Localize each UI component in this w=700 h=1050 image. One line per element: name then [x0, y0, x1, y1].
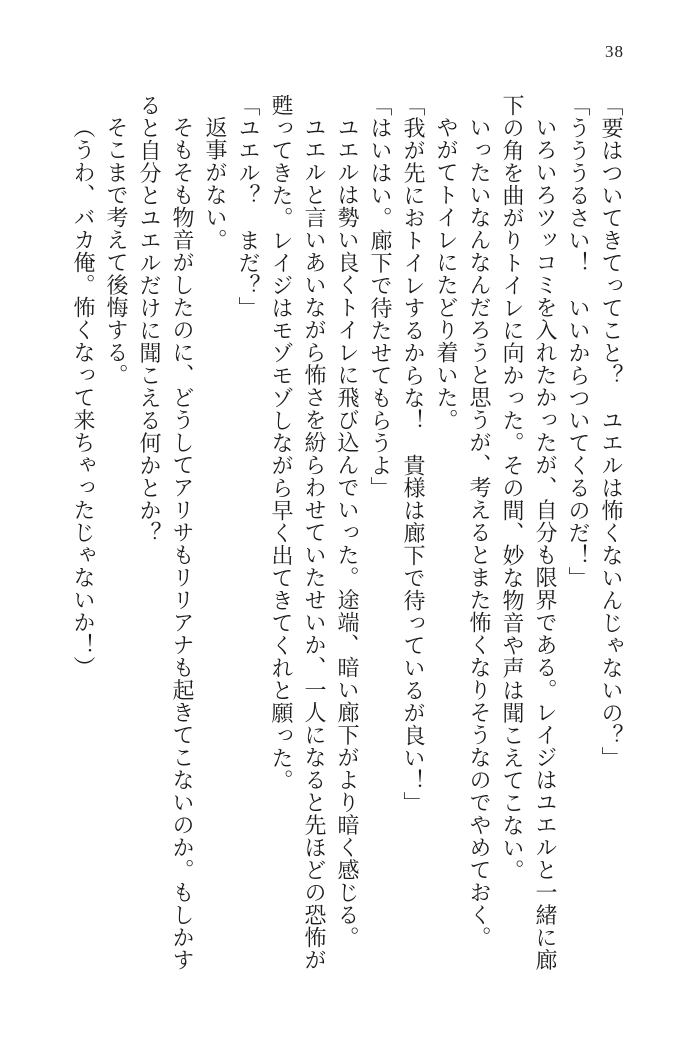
vertical-text-block [67, 94, 628, 974]
paragraph: 「ユエル？ まだ？」 [236, 94, 261, 319]
paragraph: いろいろツッコミを入れたかったが、自分も限界である。レイジはユエルと一緒に廊下の角を曲がりトイレに向かった。その間、妙な物音や声は聞こえてこない。 [500, 94, 558, 971]
paragraph: そこまで考えて後悔する。 [104, 116, 129, 386]
paragraph: 「我が先におトイレするからな！ 貴様は廊下で待っているが良い！」 [401, 94, 426, 814]
paragraph: 返事がない。 [203, 116, 228, 251]
paragraph: 「うううるさい！ いいからついてくるのだ！」 [566, 94, 591, 589]
paragraph: そもそも物音がしたのに、どうしてアリサもリリアナも起きてこないのか。もしかすると自分とユエルだけに聞こえる何かとか？ [137, 94, 195, 971]
paragraph: いったいなんなんだろうと思うが、考えるとまた怖くなりそうなのでやめておく。 [467, 116, 492, 949]
paragraph: ユエルは勢い良くトイレに飛び込んでいった。途端、暗い廊下がより暗く感じる。 [335, 116, 360, 949]
paragraph: やがてトイレにたどり着いた。 [434, 116, 459, 431]
paragraph: （うわ、バカ俺。怖くなって来ちゃったじゃないか！） [71, 116, 96, 679]
paragraph: 「はいはい。廊下で待たせてもらうよ」 [368, 94, 393, 499]
page-number: 38 [605, 42, 624, 61]
paragraph: ユエルと言いあいながら怖さを紛らわせていたせいか、一人になると先ほどの恐怖が甦ってきた。レイジはモゾモゾしながら早く出てきてくれと願った。 [269, 94, 327, 971]
paragraph: 「要はついてきてってこと？ ユエルは怖くないんじゃないの？」 [599, 94, 624, 769]
